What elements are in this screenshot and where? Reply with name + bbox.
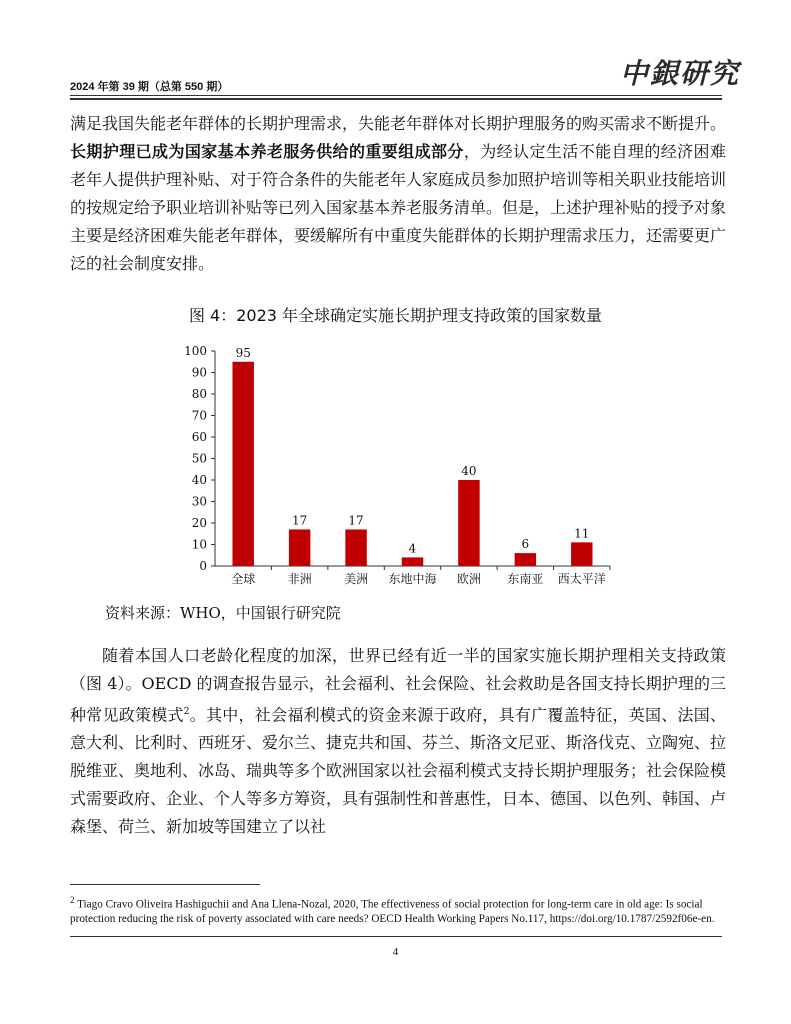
bar-6: [515, 553, 536, 566]
y-tick-label: 60: [191, 430, 207, 444]
footnote-mark: 2: [70, 895, 75, 905]
data-label: 4: [408, 541, 417, 556]
paragraph-2-part1: 随着本国人口老龄化程度的加深，世界已经有近一半的国家实施长期护理相关支持政策（图 4）。OECD 的调查报告显示，社会福利、社会保险、社会救助是各国支持长期护理的三种常见政策模式: [70, 646, 726, 725]
paragraph-1-part2: ，为经认定生活不能自理的经济困难老年人提供护理补贴、对于符合条件的失能老年人家庭成员参加照护培训等相关职业技能培训的按规定给予职业培训补贴等已列入国家基本养老服务清单。但是，上述护理补贴的授予对象主要是经济困难失能老年群体，要缓解所有中重度失能群体的长期护理需求压力，还需要更广泛的社会制度安排。: [70, 142, 727, 273]
header-divider: [70, 95, 722, 96]
y-tick-label: 80: [191, 387, 207, 401]
footnote-divider: [70, 884, 260, 885]
paragraph-2-part2: 。其中，社会福利模式的资金来源于政府，具有广覆盖特征，英国、法国、意大利、比利时、西班牙、爱尔兰、捷克共和国、芬兰、斯洛文尼亚、斯洛伐克、立陶宛、拉脱维亚、奥地利、冰岛、瑞典等多个欧洲国家以社会福利模式支持长期护理服务；社会保险模式需要政府、企业、个人等多方筹资，具有强制性和普惠性，日本、德国、以色列、韩国、卢森堡、荷兰、新加坡等国建立了以社: [70, 705, 727, 837]
y-tick-label: 90: [191, 365, 207, 380]
y-tick-label: 20: [191, 516, 207, 530]
y-tick-label: 100: [184, 344, 207, 358]
paragraph-2: [70, 642, 726, 841]
paragraph-1-bold: 长期护理已成为国家基本养老服务供给的重要组成部分: [70, 142, 464, 161]
figure-source: 资料来源：WHO，中国银行研究院: [105, 604, 341, 622]
x-tick-label: 东南亚: [507, 572, 544, 586]
x-tick-label: 欧洲: [456, 572, 481, 586]
x-tick-label: 非洲: [287, 572, 312, 586]
figure-title: 图 4：2023 年全球确定实施长期护理支持政策的国家数量: [188, 306, 603, 325]
footnote: [70, 893, 726, 926]
y-tick-label: 70: [191, 408, 207, 423]
bar-5: [458, 480, 479, 566]
data-label: 11: [574, 526, 590, 541]
paragraph-1: [70, 110, 726, 278]
footnote-text: Tiago Cravo Oliveira Hashiguchii and Ana Llena-Nozal, 2020, The effectiveness of social protection for long-term care in old age: Is social protection reducing the risk of poverty associated with care needs? OECD Health Working Papers No.117, https://doi.org/10.1787/2592f06e-en.: [70, 898, 715, 925]
footnote-ref[interactable]: 2: [183, 707, 190, 717]
data-label: 17: [292, 513, 308, 528]
y-tick-label: 30: [191, 494, 207, 509]
bar-chart: [170, 335, 620, 600]
footer-divider: [70, 936, 722, 937]
bar-1: [232, 362, 253, 566]
bar-4: [402, 557, 423, 566]
x-tick-label: 美洲: [344, 572, 369, 586]
data-label: 17: [348, 513, 364, 528]
page-number: 4: [392, 946, 399, 958]
data-label: 6: [521, 537, 530, 552]
bar-7: [571, 542, 592, 566]
header-divider-thick: [70, 98, 722, 100]
x-tick-label: 东地中海: [388, 572, 437, 586]
data-label: 40: [461, 464, 477, 478]
brand-logo: 中銀研究: [620, 57, 741, 90]
paragraph-1-part1: 满足我国失能老年群体的长期护理需求，失能老年群体对长期护理服务的购买需求不断提升。: [70, 114, 727, 133]
x-tick-label: 西太平洋: [557, 572, 606, 586]
y-tick-label: 40: [191, 473, 207, 487]
chart-svg: [170, 335, 620, 600]
issue-label: 2024 年第 39 期（总第 550 期）: [70, 81, 229, 93]
bar-3: [345, 529, 366, 566]
y-tick-label: 10: [191, 537, 207, 552]
data-label: 95: [235, 345, 251, 360]
x-tick-label: 全球: [231, 572, 256, 586]
y-tick-label: 0: [199, 559, 207, 573]
bar-2: [289, 529, 310, 566]
y-tick-label: 50: [191, 451, 207, 466]
